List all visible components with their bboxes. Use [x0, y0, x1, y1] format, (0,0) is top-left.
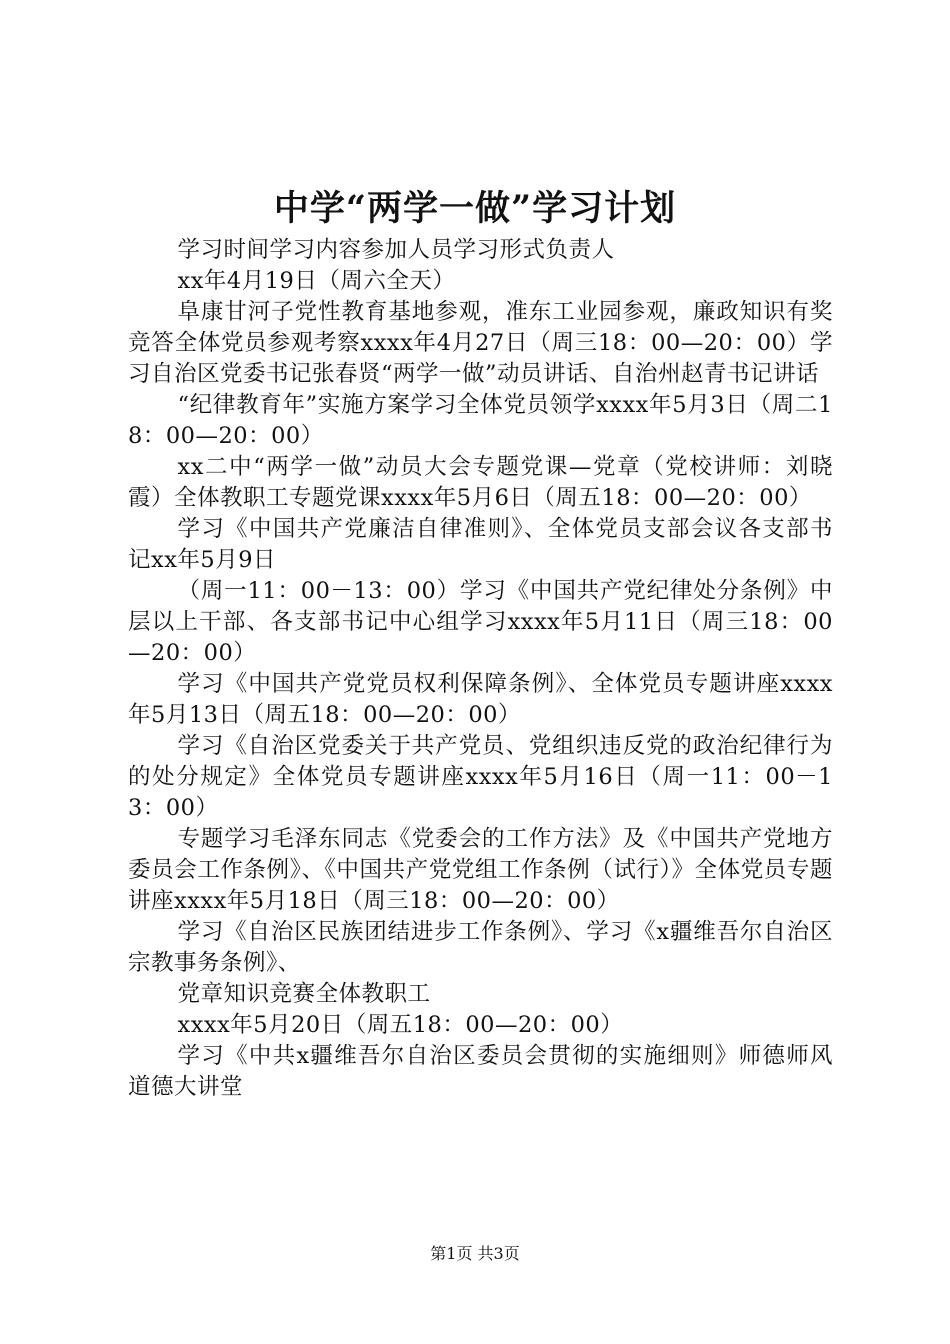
document-body: [128, 235, 833, 1103]
paragraph-date-may-20: xxxx年5月20日（周五18：00—20：00）: [177, 1012, 624, 1038]
paragraph-discipline-regulations: （周一11：00－13：00）学习《中国共产党纪律处分条例》中层以上干部、各支部书记中心组学习xxxx年5月11日（周三18：00—20：00）: [128, 578, 833, 666]
paragraph-ethnic-unity: 学习《自治区民族团结进步工作条例》、学习《x疆维吾尔自治区宗教事务条例》、: [128, 919, 833, 976]
paragraph-discipline-year: “纪律教育年”实施方案学习全体党员领学xxxx年5月3日（周二18：00—20：00）: [128, 392, 833, 449]
paragraph-integrity-code: 学习《中国共产党廉洁自律准则》、全体党员支部会议各支部书记xx年5月9日: [128, 516, 833, 573]
paragraph-political-discipline: 学习《自治区党委关于共产党员、党组织违反党的政治纪律行为的处分规定》全体党员专题讲座xxxx年5月16日（周一11：00－13：00）: [128, 733, 833, 821]
paragraph-mobilization-meeting: xx二中“两学一做”动员大会专题党课—党章（党校讲师：刘晓霞）全体教职工专题党课xxxx年5月6日（周五18：00—20：00）: [128, 454, 833, 511]
paragraph-schedule-header: 学习时间学习内容参加人员学习形式负责人: [177, 237, 615, 263]
paragraph-date-april-19: xx年4月19日（周六全天）: [177, 268, 456, 294]
paragraph-knowledge-contest: 党章知识竞赛全体教职工: [177, 981, 431, 1007]
paragraph-site-visit: 阜康甘河子党性教育基地参观，准东工业园参观，廉政知识有奖竞答全体党员参观考察xxxx年4月27日（周三18：00—20：00）学习自治区党委书记张春贤“两学一做”动员讲话、自治州赵青书记讲话: [128, 299, 833, 387]
page-number-footer: 第1页 共3页: [430, 1244, 520, 1263]
paragraph-committee-methods: 专题学习毛泽东同志《党委会的工作方法》及《中国共产党地方委员会工作条例》、《中国共产党党组工作条例（试行）》全体党员专题讲座xxxx年5月18日（周三18：00—20：00）: [128, 826, 833, 914]
paragraph-implementation-rules: 学习《中共x疆维吾尔自治区委员会贯彻的实施细则》师德师风道德大讲堂: [128, 1043, 833, 1100]
document-title: 中学“两学一做”学习计划: [273, 188, 677, 229]
paragraph-member-rights: 学习《中国共产党党员权利保障条例》、全体党员专题讲座xxxx年5月13日（周五18：00—20：00）: [128, 671, 833, 728]
